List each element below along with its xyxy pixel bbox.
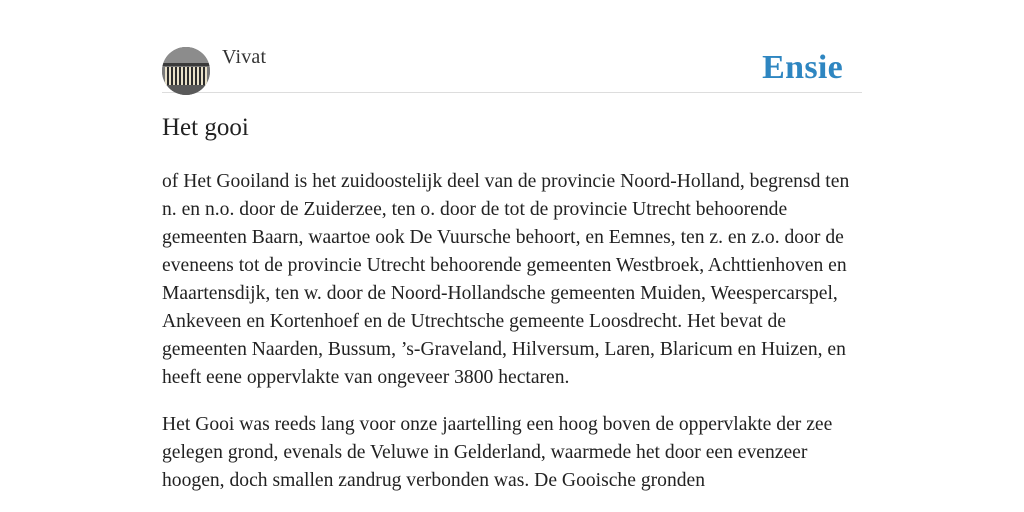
article-body	[162, 168, 862, 512]
page	[162, 0, 862, 512]
bookshelf-avatar-icon	[162, 47, 210, 95]
author-avatar[interactable]	[162, 47, 210, 95]
article-title: Het gooi	[162, 114, 249, 141]
author-name[interactable]: Vivat	[222, 46, 267, 68]
article-paragraph: of Het Gooiland is het zuidoostelijk deel van de provincie Noord-Holland, begrensd ten n. en n.o. door de Zuiderzee, ten o. door de tot de provincie Utrecht behoorende gemeenten Baarn, waartoe ook De Vuursche behoort, en Eemnes, ten z. en z.o. door de eveneens tot de provincie Utrecht behoorende gemeenten Westbroek, Achttienhoven en Maartensdijk, ten w. door de Noord-Hollandsche gemeenten Muiden, Weespercarspel, Ankeveen en Kortenhoef en de Utrechtsche gemeente Loosdrecht. Het bevat de gemeenten Naarden, Bussum, ’s-Graveland, Hilversum, Laren, Blaricum en Huizen, en heeft eene oppervlakte van ongeveer 3800 hectaren.	[162, 171, 850, 388]
article-paragraph: Het Gooi was reeds lang voor onze jaartelling een hoog boven de oppervlakte der zee gelegen grond, evenals de Veluwe in Gelderland, waarmede het door een evenzeer hoogen, doch smallen zandrug verbonden was. De Gooische gronden	[162, 414, 833, 491]
header	[162, 0, 862, 93]
brand-logo[interactable]: Ensie	[762, 49, 843, 86]
